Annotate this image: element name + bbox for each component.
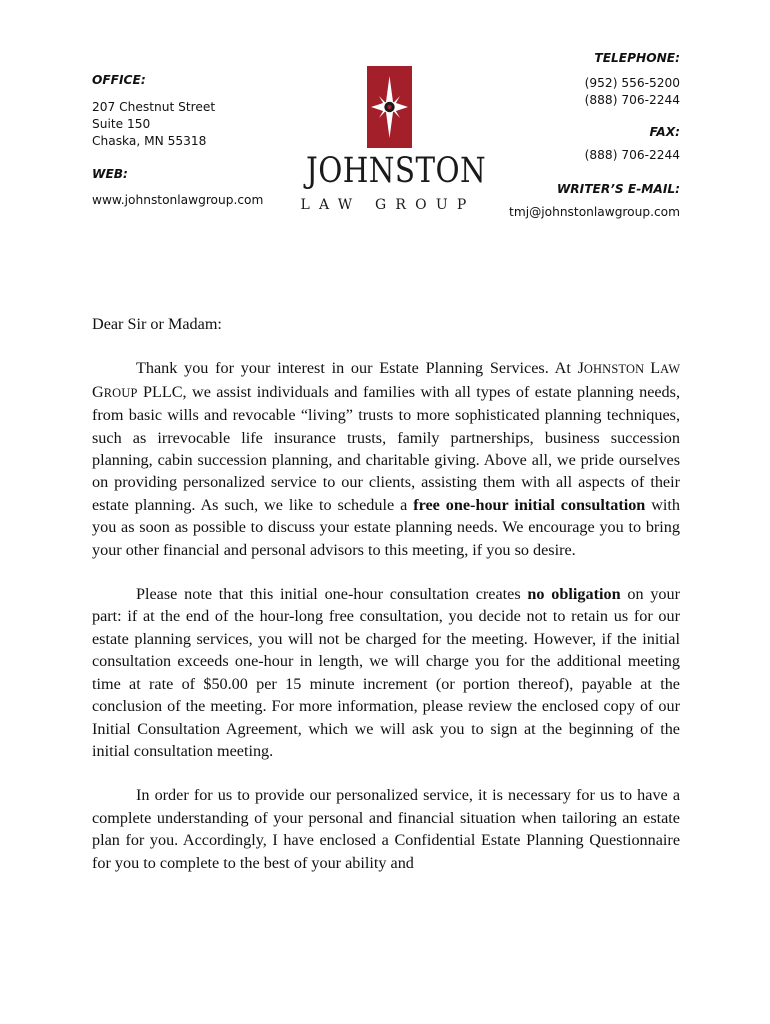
paragraph-1 [92,357,680,561]
paragraph-2 [92,583,680,762]
firm-name-ohnston: OHNSTON [583,362,651,377]
p2-text-b: on your part: if at the end of the hour-long free consultation, you decide not to retain us for our estate planning services, you will not be charged for the meeting. However, if the initial consultation exceeds one-hour in length, we will charge you for the additional meeting time at rate of $50.00 per 15 minute increment (or portion thereof), payable at the conclusion of the meeting. For more information, please review the enclosed copy of our Initial Consultation Agreement, which we will ask you to sign at the beginning of the initial consultation meeting. [92,585,681,760]
fax-number: (888) 706-2244 [584,148,680,162]
p1-bold-consultation: free one-hour initial consultation [413,495,646,514]
p1-text-a: Thank you for your interest in our Estate Planning Services. At [136,359,578,378]
office-contact-block [92,72,292,209]
compass-star-logo-icon [367,66,412,148]
telephone-1: (952) 556-5200 [584,76,680,90]
address-line-2: Suite 150 [92,117,151,131]
firm-name-g: G [92,382,104,401]
p2-text-a: Please note that this initial one-hour consultation creates [136,585,528,604]
email-label: WRITER’S E-MAIL: [556,182,680,196]
fax-label: FAX: [649,125,680,139]
office-label: OFFICE: [92,73,146,87]
web-url: www.johnstonlawgroup.com [92,193,264,207]
paragraph-3: In order for us to provide our personalized service, it is necessary for us to have a complete understanding of your personal and financial situation when tailoring an estate plan for you. Accordingly, I have enclosed a Confidential Estate Planning Questionnaire for you to complete to the best of your ability and [92,786,680,872]
firm-name-roup: ROUP [103,385,138,400]
address-line-1: 207 Chestnut Street [92,100,216,114]
firm-name-aw: AW [660,362,680,377]
telephone-label: TELEPHONE: [594,51,680,65]
phone-contact-block [420,50,680,221]
salutation: Dear Sir or Madam: [92,315,222,333]
p2-bold-no-obligation: no obligation [527,585,621,604]
telephone-2: (888) 706-2244 [584,93,680,107]
writer-email: tmj@johnstonlawgroup.com [509,205,680,219]
logo-subtitle: LAW GROUP [300,197,476,213]
address-line-3: Chaska, MN 55318 [92,134,207,148]
web-label: WEB: [92,167,128,181]
p1-text-c: with you as soon as possible to discuss your estate planning needs. We encourage you to bring your other financial and personal advisors to this meeting, if you so desire. [92,495,681,559]
p1-text-b: PLLC, we assist individuals and families with all types of estate planning needs, from basic wills and revocable “living” trusts to more sophisticated planning techniques, such as irrevocable life insurance trusts, family partnerships, business succession planning, cabin succession planning, and charitable giving. Above all, we pride ourselves on providing personalized service to our clients, assisting them with all aspects of their estate planning. As such, we like to schedule a [92,382,680,514]
logo-wordmark: JOHNSTON [306,151,487,191]
firm-name-j: J [577,359,584,378]
firm-name-l: L [650,359,661,378]
letter-body [92,313,680,896]
